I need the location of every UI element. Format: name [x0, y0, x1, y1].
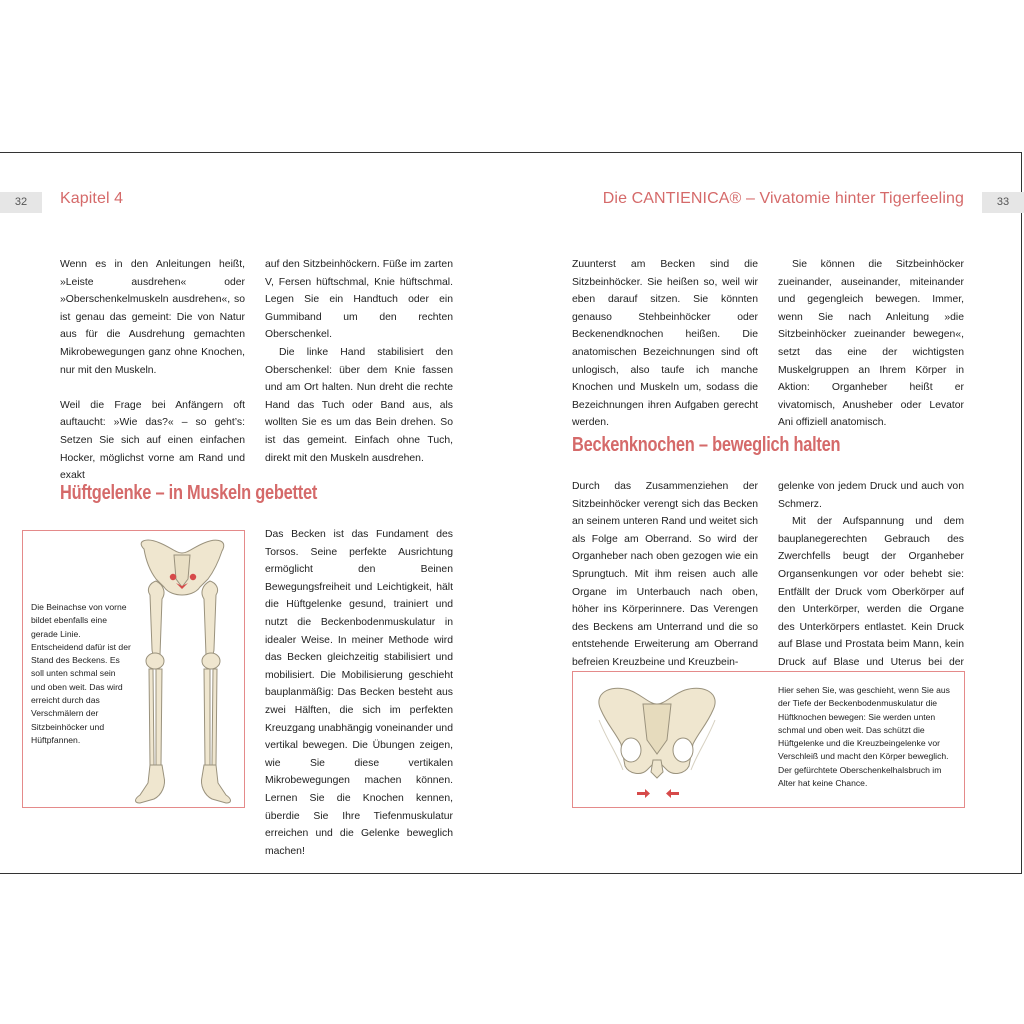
right-column-2 [778, 256, 964, 432]
right-column-3 [572, 478, 758, 672]
chapter-title-right: Die CANTIENICA® – Vivatomie hinter Tigerfeeling [602, 190, 964, 207]
page-number-right: 33 [982, 192, 1024, 213]
paragraph: Wenn es in den Anleitungen heißt, »Leiste ausdrehen« oder »Oberschenkelmuskeln ausdrehen«, so ist genau das gemeint: Die von Natur aus für die Ausdrehung gemachten Mikrobewegungen ganz ohne Knochen, nur mit den Muskeln. [60, 259, 245, 376]
figure-caption-right [778, 684, 958, 790]
right-column-4 [778, 478, 964, 689]
section-heading-beckenknochen: Beckenknochen – beweglich halten [572, 434, 841, 456]
paragraph: Mit der Aufspannung und dem bauplanegerechten Gebrauch des Zwerchfells beugt der Organheber Organsenkungen vor oder behebt sie: Entfällt der Druck vom Oberkörper auf den Unterkörper, werden die Organe des Unterkörpers entlastet. Kein Druck auf Blase und Prostata beim Mann, kein Druck auf Blase und Uterus bei der [778, 516, 964, 668]
pelvis-illustration [593, 680, 723, 802]
paragraph: Durch das Zusammenziehen der Sitzbeinhöcker verengt sich das Becken an seinem unteren Rand und weitet sich als Folge am Oberrand. So wird der Organheber nach oben gezogen wie ein Sprungtuch. Mit ihm reisen auch alle Organe im Unterbauch nach oben, höher ins Körperinnere. Das Verengen des Beckens am Unterrand und die so entstehende Erweiterung am Oberrand befreien Kreuzbeine und Kreuzbein- [572, 481, 758, 668]
paragraph: Zuunterst am Becken sind die Sitzbeinhöcker. Sie heißen so, weil wir eben darauf sitzen. Sie könnten genauso Stehbeinhöcker oder Beckenendknochen heißen. Die anatomischen Bezeichnungen sind oft unlogisch, also taufe ich manche Knochen und Muskeln um, sodass die Bezeichnungen ihren Aufgaben gerecht werden. [572, 259, 758, 429]
caption-text: Die Beinachse von vorne bildet ebenfalls eine gerade Linie. Entscheidend dafür ist der Stand des Beckens. Es soll unten schmal sein und oben weit. Das wird erreicht durch das Verschmälern der Sitzbeinhöcker und Hüftpfannen. [31, 602, 131, 745]
left-column-3 [265, 526, 453, 860]
left-column-1 [60, 256, 245, 485]
skeleton-figure-box [22, 530, 245, 808]
legs-skeleton-illustration [126, 537, 244, 805]
pelvis-figure-box [572, 671, 965, 808]
chapter-title-left: Kapitel 4 [60, 190, 124, 207]
paragraph: Sie können die Sitzbeinhöcker zueinander, auseinander, miteinander und gegengleich bewegen. Immer, wenn Sie nach Anleitung »die Sitzbeinhöcker zueinander bewegen«, setzt das eine der wichtigsten Muskelgruppen an Ihrem Körper in Aktion: Organheber heißt er vivatomisch, Anusheber oder Levator Ani offiziell anatomisch. [778, 259, 964, 429]
section-heading-hueftgelenke: Hüftgelenke – in Muskeln gebettet [60, 482, 318, 504]
figure-caption-left [31, 601, 131, 747]
paragraph: Weil die Frage bei Anfängern oft auftaucht: »Wie das?« – so geht’s: Setzen Sie sich auf einen einfachen Hocker, möglichst vorne am Rand und exakt [60, 399, 245, 482]
right-column-1 [572, 256, 758, 432]
paragraph: auf den Sitzbeinhöckern. Füße im zarten V, Fersen hüftschmal, Knie hüftschmal. Legen Sie ein Handtuch oder ein Gummiband um den rechten Oberschenkel. [265, 259, 453, 341]
paragraph: Die linke Hand stabilisiert den Oberschenkel: über dem Knie fassen und am Ort halten. Nun dreht die rechte Hand das Tuch oder Band aus, als wollten Sie es um das Bein drehen. So ist das gemeint. Einfach ohne Tuch, direkt mit den Muskeln ausdrehen. [265, 346, 453, 464]
caption-text: Hier sehen Sie, was geschieht, wenn Sie aus der Tiefe der Beckenbodenmuskulatur die Hüftknochen bewegen: Sie werden unten schmal und oben weit. Das schützt die Hüftgelenke und die Kreuzbeingelenke vor Verschleiß und macht den Körper beweglich. Der gefürchtete Oberschenkelhalsbruch im Alter hat keine Chance. [778, 685, 950, 789]
paragraph: Das Becken ist das Fundament des Torsos. Seine perfekte Ausrichtung ermöglicht den Beinen Bewegungsfreiheit und Leichtigkeit, hält die Hüftgelenke gesund, trainiert und nutzt die Beckenbodenmuskulatur in idealer Weise. In meiner Methode wird das Becken gleichzeitig stabilisiert und mobilisiert. Die Mobilisierung geschieht bauplanmäßig: Das Becken besteht aus zwei Hälften, die sich im perfekten Kreuzgang unabhängig voneinander und vertikal bewegen. Die Übungen zeigen, wie Sie diese vertikalen Mikrobewegungen machen können. Lernen Sie die Knochen kennen, überdie Sie Ihre Tiefenmuskulatur erreichen und die Gelenke beweglich machen! [265, 529, 453, 857]
page-number-left: 32 [0, 192, 42, 213]
paragraph: gelenke von jedem Druck und auch von Schmerz. [778, 481, 964, 510]
left-column-2 [265, 256, 453, 467]
